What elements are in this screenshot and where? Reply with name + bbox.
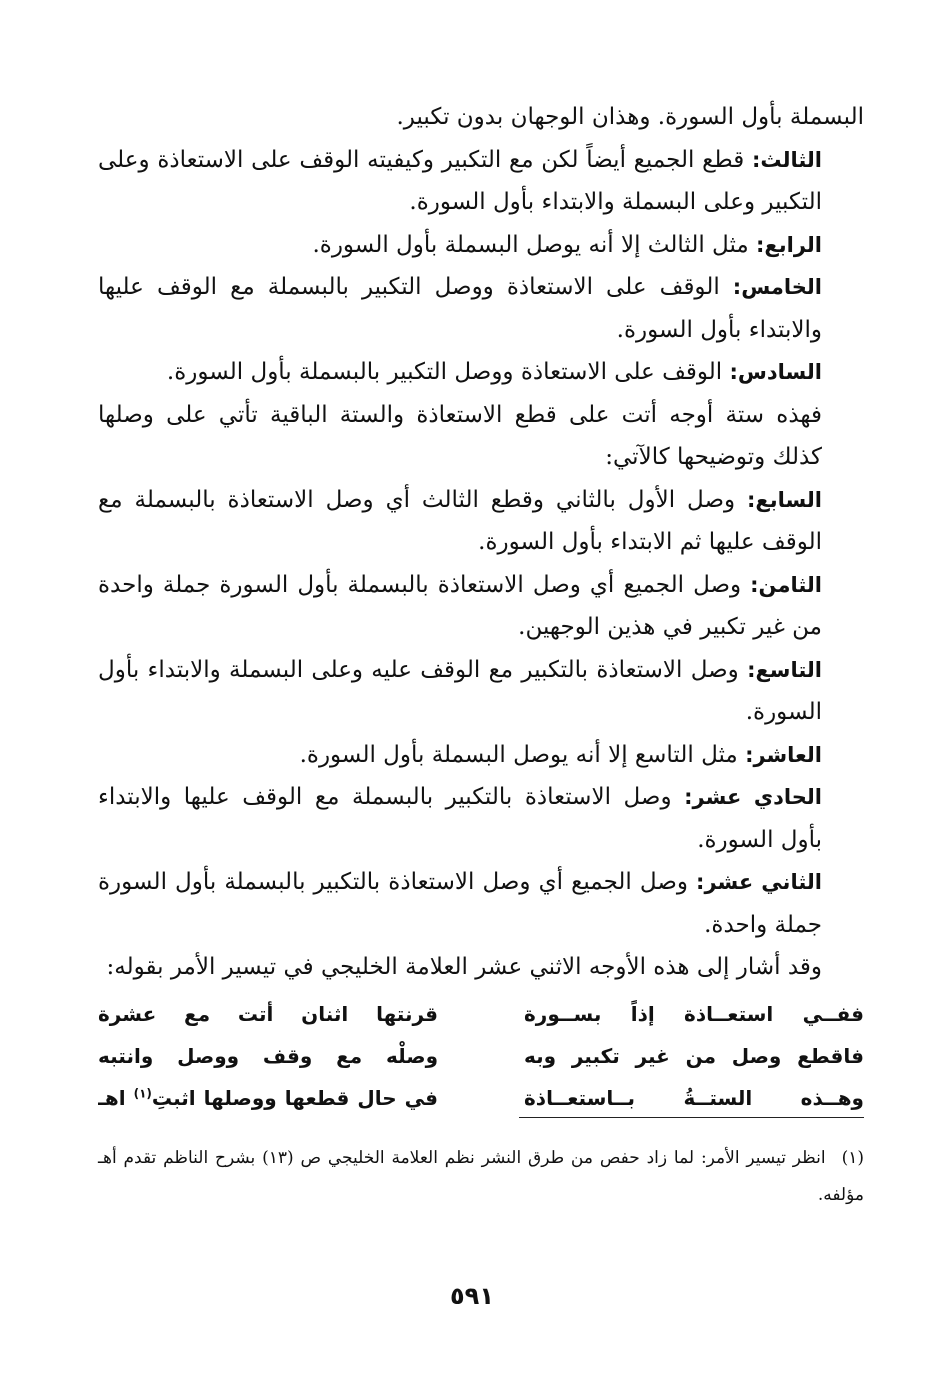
poem-verse-first-half: فاقطع وصل من غير تكبير وبه (524, 1043, 864, 1068)
paragraph-term: الثاني عشر: (696, 870, 822, 894)
paragraph-term: الخامس: (732, 275, 822, 299)
page-body (98, 96, 864, 1119)
poem-verse-second-half: وصلْه مع وقف ووصل وانتبه (98, 1043, 438, 1068)
paragraph-text: وصل الأول بالثاني وقطع الثالث أي وصل الاستعاذة بالبسملة مع الوقف عليها ثم الابتداء بأول السورة. (98, 486, 822, 555)
paragraph-term: الثامن: (750, 572, 822, 597)
paragraph-sixth (98, 351, 864, 394)
paragraph-term: الثالث: (751, 147, 822, 172)
paragraph-summary (98, 394, 864, 479)
poem-verse-tail: اهـ (98, 1085, 134, 1110)
poem-verse-second-half (98, 1077, 438, 1119)
footnote-text: انظر تيسير الأمر: لما زاد حفص من طرق النشر نظم العلامة الخليجي ص (١٣) بشرح الناظم تقدم أهـ مؤلفه. (98, 1148, 864, 1205)
paragraph-intro (98, 96, 864, 139)
paragraph-text: وصل الاستعاذة بالتكبير بالبسملة مع الوقف عليها والابتداء بأول السورة. (98, 784, 822, 853)
paragraph-fourth (98, 224, 864, 267)
paragraph-poem-intro (98, 946, 864, 989)
paragraph-text: قطع الجميع أيضاً لكن مع التكبير وكيفيته الوقف على الاستعاذة وعلى التكبير وعلى البسملة والابتداء بأول السورة. (98, 146, 822, 215)
paragraph-text: مثل الثالث إلا أنه يوصل البسملة بأول السورة. (312, 231, 757, 258)
footnote-reference[interactable]: (١) (133, 1085, 152, 1100)
paragraph-text: الوقف على الاستعاذة ووصل التكبير بالبسملة بأول السورة. (166, 359, 730, 385)
poem (98, 993, 864, 1119)
paragraph-third (98, 139, 864, 224)
paragraph-text: وصل الجميع أي وصل الاستعاذة بالتكبير بالبسملة بأول السورة جملة واحدة. (98, 869, 822, 938)
poem-verse-text: في حال قطعها ووصلها اثبتِ (151, 1085, 438, 1110)
paragraph-text: مثل التاسع إلا أنه يوصل البسملة بأول السورة. (299, 741, 746, 768)
paragraph-eighth (98, 564, 864, 649)
paragraph-tenth (98, 734, 864, 777)
paragraph-text: وصل الجميع أي وصل الاستعاذة بالبسملة بأول السورة جملة واحدة من غير تكبير في هذين الوجهين. (98, 571, 822, 640)
paragraph-fifth (98, 266, 864, 351)
paragraph-text: وصل الاستعاذة بالتكبير مع الوقف عليه وعلى البسملة والابتداء بأول السورة. (98, 656, 822, 725)
paragraph-term: السادس: (729, 360, 822, 384)
footnote-number: (١) (841, 1148, 864, 1168)
paragraph-seventh (98, 479, 864, 564)
paragraph-twelfth (98, 861, 864, 946)
paragraph-eleventh (98, 776, 864, 861)
paragraph-term: السابع: (747, 487, 822, 512)
paragraph-term: العاشر: (745, 742, 822, 767)
paragraph-text: فهذه ستة أوجه أتت على قطع الاستعاذة والستة الباقية تأتي على وصلها كذلك وتوضيحها كالآتي: (98, 401, 822, 470)
footnote-divider (519, 1117, 864, 1118)
paragraph-text: الوقف على الاستعاذة ووصل التكبير بالبسملة مع الوقف عليها والابتداء بأول السورة. (98, 274, 822, 343)
paragraph-term: الرابع: (756, 232, 822, 257)
paragraph-ninth (98, 649, 864, 734)
paragraph-text: وقد أشار إلى هذه الأوجه الاثني عشر العلامة الخليجي في تيسير الأمر بقوله: (106, 954, 822, 980)
paragraph-term: الحادي عشر: (684, 785, 822, 809)
footnote (98, 1140, 864, 1214)
paragraph-term: التاسع: (747, 657, 822, 682)
page-number: ٥٩١ (450, 1282, 494, 1310)
paragraph-text: البسملة بأول السورة. وهذان الوجهان بدون تكبير. (396, 104, 864, 130)
poem-verse-first-half: وهــذه الستــةُ بــاستعــاذة (524, 1085, 864, 1110)
poem-verse-second-half: قرنتها اثنان أتت مع عشرة (98, 1001, 438, 1026)
poem-verse-first-half: ففــي استعــاذة إذاً بســورة (524, 1001, 864, 1026)
